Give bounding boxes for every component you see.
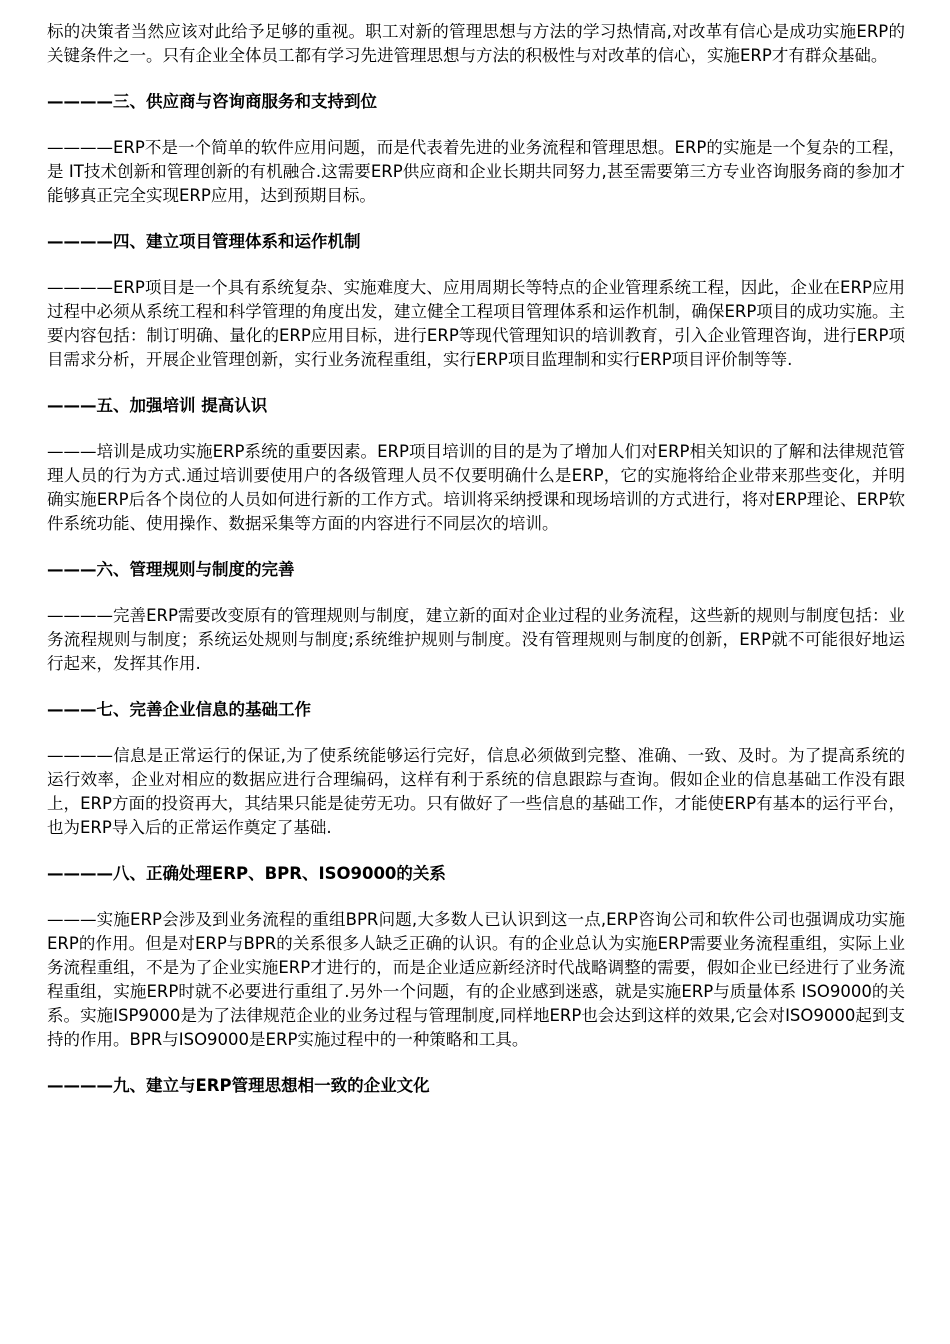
section-heading-7: ———七、完善企业信息的基础工作 bbox=[47, 700, 311, 719]
section-heading-9: ————九、建立与ERP管理思想相一致的企业文化 bbox=[47, 1076, 430, 1095]
document-page bbox=[47, 20, 905, 1120]
section-body-4: ————ERP项目是一个具有系统复杂、实施难度大、应用周期长等特点的企业管理系统工程，因此，企业在ERP应用过程中必须从系统工程和科学管理的角度出发，建立健全工程项目管理体系和运作机制，确保ERP项目的成功实施。主要内容包括：制订明确、量化的ERP应用目标，进行ERP等现代管理知识的培训教育，引入企业管理咨询，进行ERP项目需求分析，开展企业管理创新，实行业务流程重组，实行ERP项目监理制和实行ERP项目评价制等等. bbox=[47, 278, 905, 369]
section-body-8: ———实施ERP会涉及到业务流程的重组BPR问题,大多数人已认识到这一点,ERP咨询公司和软件公司也强调成功实施ERP的作用。但是对ERP与BPR的关系很多人缺乏正确的认识。有的企业总认为实施ERP需要业务流程重组，实际上业务流程重组，不是为了企业实施ERP才进行的，而是企业适应新经济时代战略调整的需要，假如企业已经进行了业务流程重组，实施ERP时就不必要进行重组了.另外一个问题，有的企业感到迷惑，就是实施ERP与质量体系 ISO9000的关系。实施ISP9000是为了法律规范企业的业务过程与管理制度,同样地ERP也会达到这样的效果,它会对ISO9000起到支持的作用。BPR与ISO9000是ERP实施过程中的一种策略和工具。 bbox=[47, 910, 905, 1049]
section-body-3: ————ERP不是一个简单的软件应用问题，而是代表着先进的业务流程和管理思想。ERP的实施是一个复杂的工程，是 IT技术创新和管理创新的有机融合.这需要ERP供应商和企业长期共同努力,甚至需要第三方专业咨询服务商的参加才能够真正完全实现ERP应用，达到预期目标。 bbox=[47, 138, 905, 205]
section-body-7: ————信息是正常运行的保证,为了使系统能够运行完好，信息必须做到完整、准确、一致、及时。为了提高系统的运行效率，企业对相应的数据应进行合理编码，这样有利于系统的信息跟踪与查询。假如企业的信息基础工作没有跟上，ERP方面的投资再大，其结果只能是徒劳无功。只有做好了一些信息的基础工作，才能使ERP有基本的运行平台，也为ERP导入后的正常运作奠定了基础. bbox=[47, 746, 905, 837]
section-heading-8: ————八、正确处理ERP、BPR、ISO9000的关系 bbox=[47, 864, 446, 883]
section-body-5: ———培训是成功实施ERP系统的重要因素。ERP项目培训的目的是为了增加人们对ERP相关知识的了解和法律规范管理人员的行为方式.通过培训要使用户的各级管理人员不仅要明确什么是ERP，它的实施将给企业带来那些变化，并明确实施ERP后各个岗位的人员如何进行新的工作方式。培训将采纳授课和现场培训的方式进行，将对ERP理论、ERP软件系统功能、使用操作、数据采集等方面的内容进行不同层次的培训。 bbox=[47, 442, 905, 533]
section-heading-3: ————三、供应商与咨询商服务和支持到位 bbox=[47, 92, 377, 111]
section-heading-6: ———六、管理规则与制度的完善 bbox=[47, 560, 295, 579]
section-heading-4: ————四、建立项目管理体系和运作机制 bbox=[47, 232, 361, 251]
intro-paragraph: 标的决策者当然应该对此给予足够的重视。职工对新的管理思想与方法的学习热情高,对改革有信心是成功实施ERP的关键条件之一。只有企业全体员工都有学习先进管理思想与方法的积极性与对改革的信心，实施ERP才有群众基础。 bbox=[47, 22, 905, 65]
section-heading-5: ———五、加强培训 提高认识 bbox=[47, 396, 268, 415]
section-body-6: ————完善ERP需要改变原有的管理规则与制度，建立新的面对企业过程的业务流程，这些新的规则与制度包括：业务流程规则与制度；系统运处规则与制度;系统维护规则与制度。没有管理规则与制度的创新，ERP就不可能很好地运行起来，发挥其作用. bbox=[47, 606, 905, 673]
